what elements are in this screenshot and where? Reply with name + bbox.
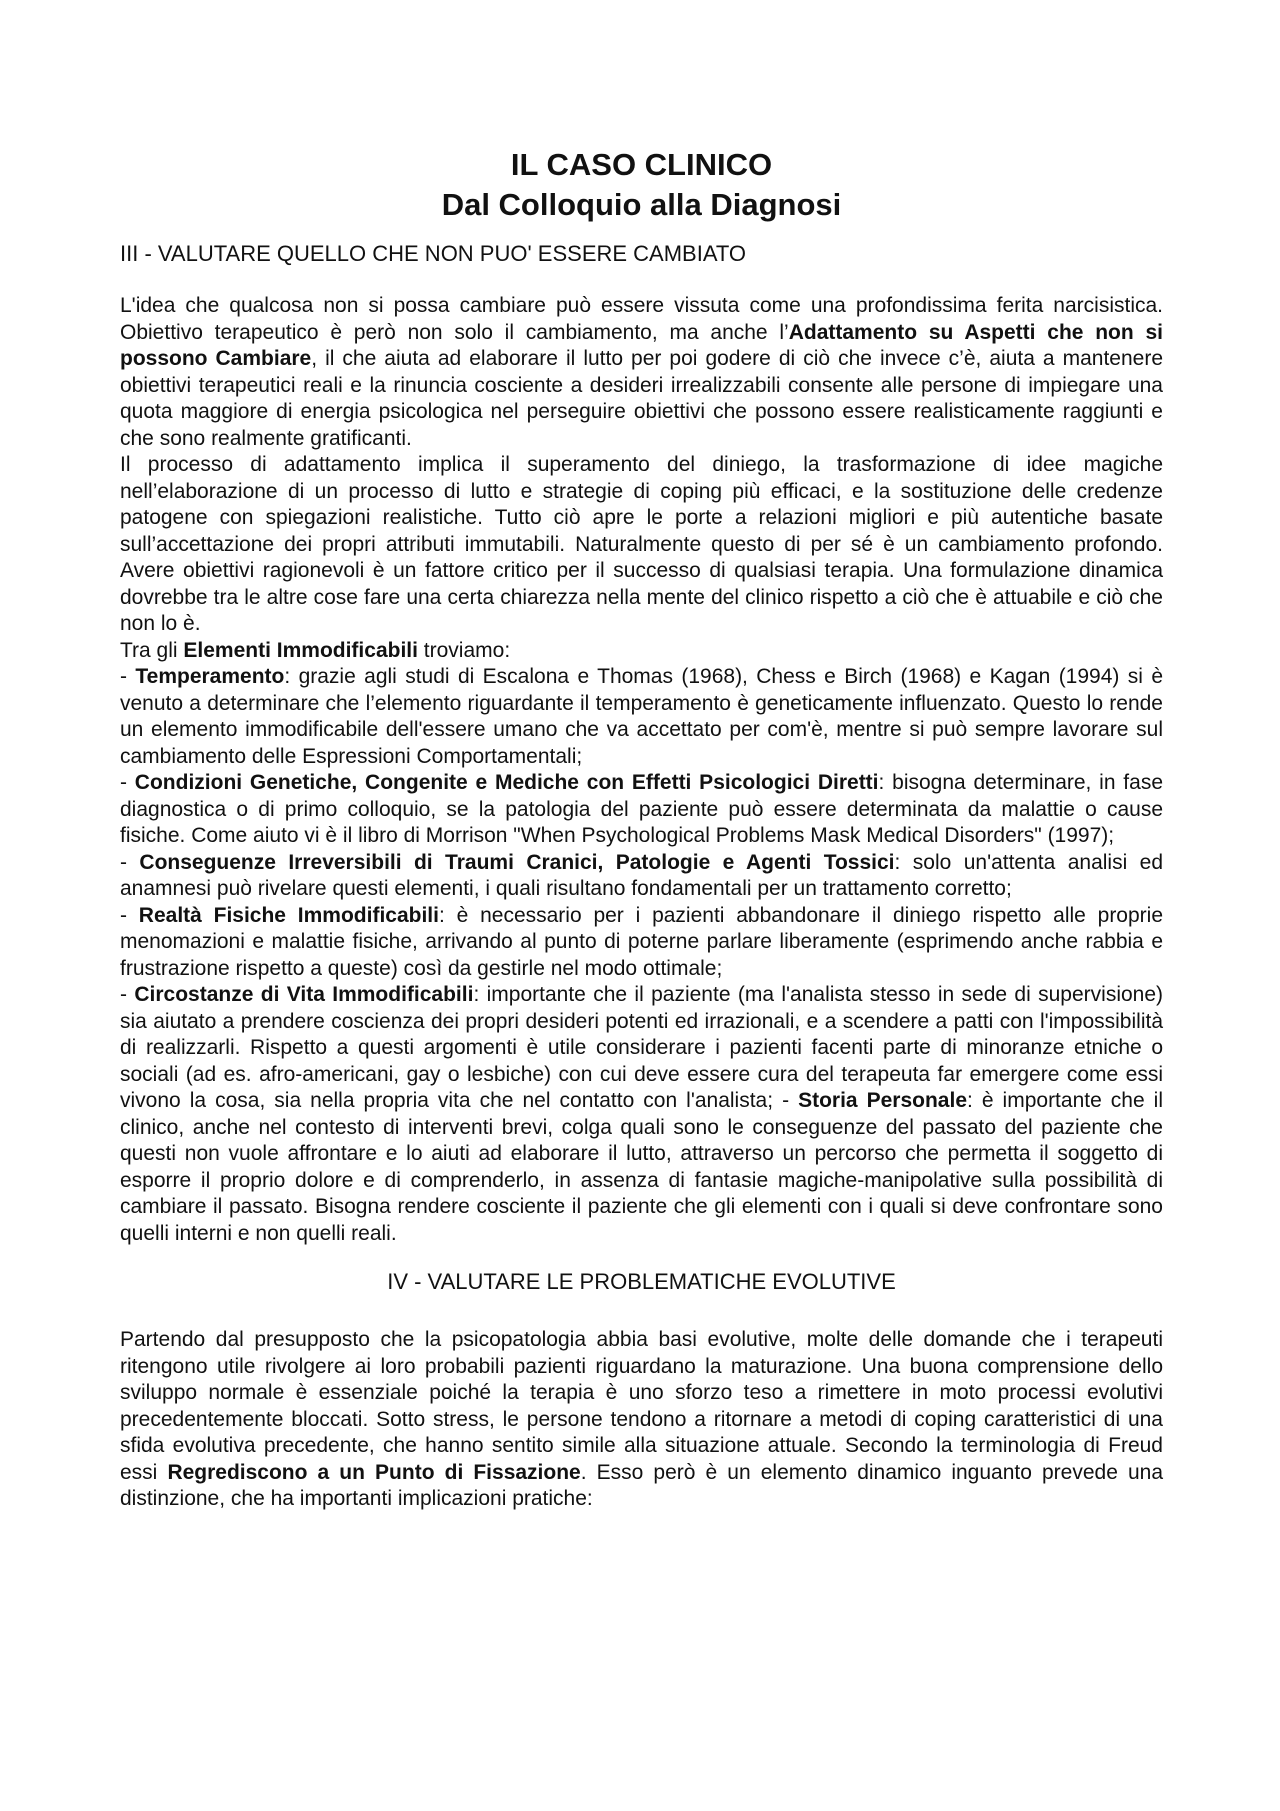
title-line-2: Dal Colloquio alla Diagnosi [441,187,842,222]
document-page [120,145,1163,1513]
document-title [120,145,1163,225]
section-3-paragraph-3: Tra gli Elementi Immodificabili troviamo: [120,638,511,662]
section-3-heading: III - VALUTARE QUELLO CHE NON PUO' ESSERE CAMBIATO [120,241,747,266]
list-item-circostanze-di-vita: - Circostanze di Vita Immodificabili: importante che il paziente (ma l'analista stesso in sede di supervisione) sia aiutato a prendere coscienza dei propri desideri potenti ed irrazionali, e a scendere a patti con l'impossibilità di realizzarli. Rispetto a questi argomenti è utile considerare i pazienti facenti parte di minoranze etniche o sociali (ad es. afro-americani, gay o lesbiche) con cui deve essere cura del terapeuta far emergere come essi vivono la cosa, sia nella propria vita che nel contatto con l'analista; - Storia Personale: è importante che il clinico, anche nel contesto di interventi brevi, colga quali sono le conseguenze del passato del paziente che questi non vuole affrontare e lo aiuti ad elaborare il lutto, attraverso un percorso che permetta il soggetto di esporre il proprio dolore e di comprenderlo, in assenza di fantasie magiche-manipolative sulla possibilità di cambiare il passato. Bisogna rendere cosciente il paziente che gli elementi con i quali si deve confrontare sono quelli interni e non quelli reali. [120,983,1164,1245]
list-item-realta-fisiche: - Realtà Fisiche Immodificabili: è necessario per i pazienti abbandonare il diniego rispetto alle proprie menomazioni e malattie fisiche, arrivando al punto di poterne parlare liberamente (esprimendo anche rabbia e frustrazione rispetto a queste) così da gestirle nel modo ottimale; [120,903,1164,980]
section-3-paragraph-2: Il processo di adattamento implica il superamento del diniego, la trasformazione di idee magiche nell’elaborazione di un processo di lutto e strategie di coping più efficaci, e la sostituzione delle credenze patogene con spiegazioni realistiche. Tutto ciò apre le porte a relazioni migliori e più autentiche basate sull’accettazione dei propri attributi immutabili. Naturalmente questo di per sé è un cambiamento profondo. Avere obiettivi ragionevoli è un fattore critico per il successo di qualsiasi terapia. Una formulazione dinamica dovrebbe tra le altre cose fare una certa chiarezza nella mente del clinico rispetto a ciò che è attuabile e ciò che non lo è. [120,453,1163,635]
section-3-paragraph-1: L'idea che qualcosa non si possa cambiare può essere vissuta come una profondissima ferita narcisistica. Obiettivo terapeutico è però non solo il cambiamento, ma anche l’Adattamento su Aspetti che non si possono Cambiare, il che aiuta ad elaborare il lutto per poi godere di ciò che invece c’è, aiuta a mantenere obiettivi terapeutici reali e la rinuncia cosciente a desideri irrealizzabili consente alle persone di impiegare una quota maggiore di energia psicologica nel perseguire obiettivi che possono essere realisticamente raggiunti e che sono realmente gratificanti. [120,294,1164,450]
list-item-temperamento: - Temperamento: grazie agli studi di Escalona e Thomas (1968), Chess e Birch (1968) e Kagan (1994) si è venuto a determinare che l’elemento riguardante il temperamento è geneticamente influenzato. Questo lo rende un elemento immodificabile dell'essere umano che va accettato per com'è, mentre si può sempre lavorare sul cambiamento delle Espressioni Comportamentali; [120,665,1163,768]
title-line-1: IL CASO CLINICO [510,147,773,182]
section-4-heading: IV - VALUTARE LE PROBLEMATICHE EVOLUTIVE [387,1269,896,1294]
list-item-conseguenze-irreversibili: - Conseguenze Irreversibili di Traumi Cranici, Patologie e Agenti Tossici: solo un'attenta analisi ed anamnesi può rivelare questi elementi, i quali risultano fondamentali per un trattamento corretto; [120,850,1164,900]
list-item-condizioni-genetiche: - Condizioni Genetiche, Congenite e Mediche con Effetti Psicologici Diretti: bisogna determinare, in fase diagnostica o di primo colloquio, se la patologia del paziente può essere determinata da malattie o cause fisiche. Come aiuto vi è il libro di Morrison "When Psychological Problems Mask Medical Disorders" (1997); [120,771,1163,847]
section-4-paragraph-1: Partendo dal presupposto che la psicopatologia abbia basi evolutive, molte delle domande che i terapeuti ritengono utile rivolgere ai loro probabili pazienti riguardano la maturazione. Una buona comprensione dello sviluppo normale è essenziale poiché la terapia è uno sforzo teso a rimettere in moto processi evolutivi precedentemente bloccati. Sotto stress, le persone tendono a ritornare a metodi di coping caratteristici di una sfida evolutiva precedente, che hanno sentito simile alla situazione attuale. Secondo la terminologia di Freud essi Regrediscono a un Punto di Fissazione. Esso però è un elemento dinamico inguanto prevede una distinzione, che ha importanti implicazioni pratiche: [120,1328,1163,1510]
